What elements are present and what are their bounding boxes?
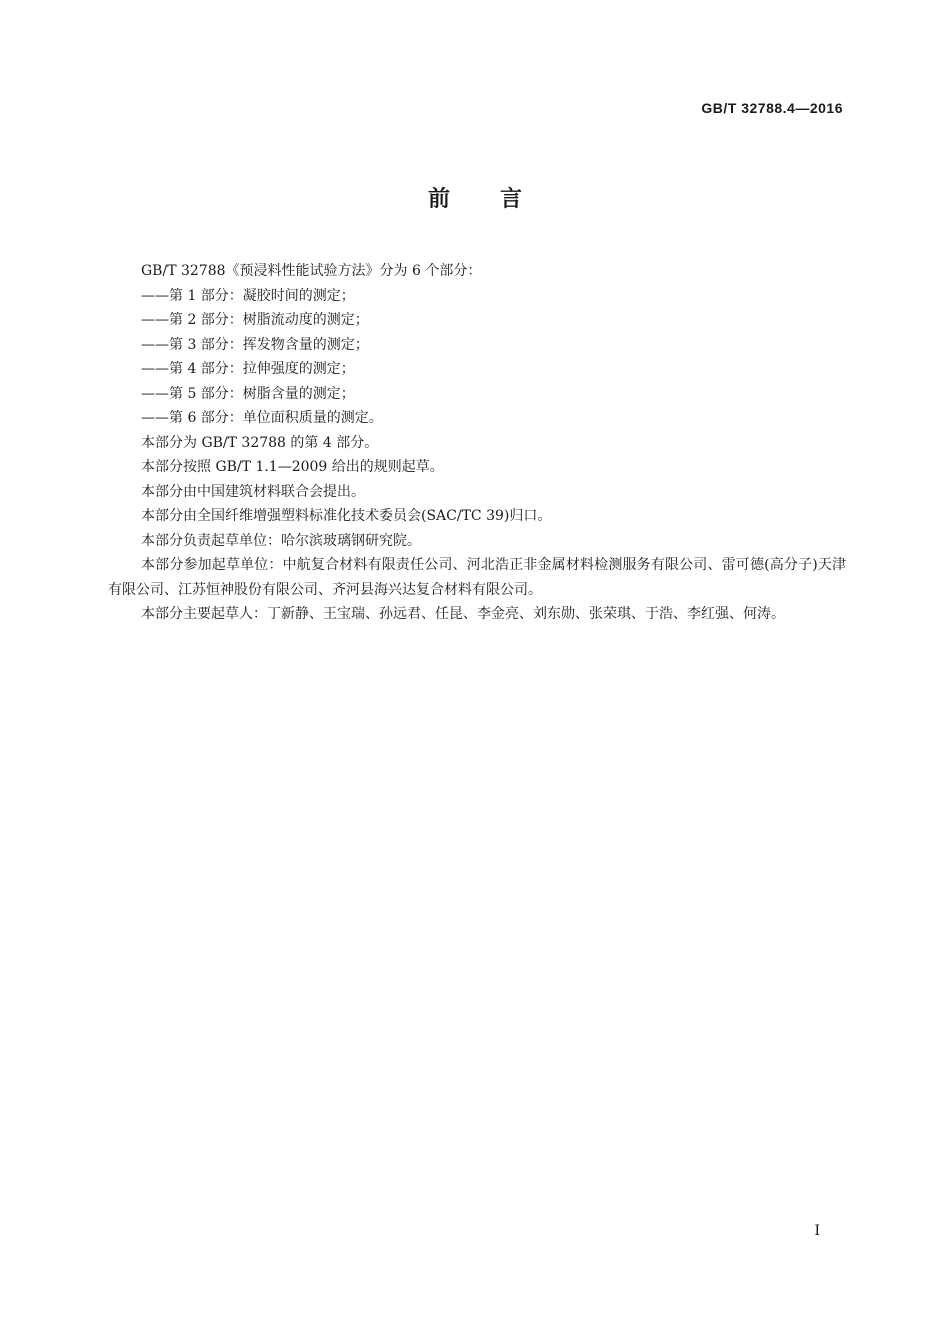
list-item: ——第 4 部分：拉伸强度的测定； [141,361,355,377]
title-char-2: 言 [500,187,523,212]
paragraph: 本部分负责起草单位：哈尔滨玻璃钢研究院。 [141,532,421,549]
page-number: I [814,1223,820,1239]
paragraph: 本部分主要起草人：丁新静、王宝瑞、孙远君、任昆、李金亮、刘东勋、张荣琪、于浩、李红强、何涛。 [141,606,785,622]
list-item: ——第 6 部分：单位面积质量的测定。 [141,410,383,426]
page-title [0,182,950,213]
list-item: ——第 5 部分：树脂含量的测定； [141,385,355,402]
list-item: ——第 2 部分：树脂流动度的测定； [141,312,369,328]
paragraph: 本部分由中国建筑材料联合会提出。 [141,483,365,500]
list-item: ——第 1 部分：凝胶时间的测定； [141,287,355,304]
paragraph: 本部分参加起草单位：中航复合材料有限责任公司、河北浩正非金属材料检测服务有限公司、雷可德(高分子)天津有限公司、江苏恒神股份有限公司、齐河县海兴达复合材料有限公司。 [108,557,846,598]
list-item: ——第 3 部分：挥发物含量的测定； [141,336,369,353]
title-char-1: 前 [427,187,450,212]
intro-paragraph: GB/T 32788《预浸料性能试验方法》分为 6 个部分： [141,263,482,279]
standard-number: GB/T 32788.4—2016 [701,100,843,116]
foreword-body [108,259,846,627]
paragraph: 本部分按照 GB/T 1.1—2009 给出的规则起草。 [141,459,444,475]
paragraph: 本部分为 GB/T 32788 的第 4 部分。 [141,434,379,451]
paragraph: 本部分由全国纤维增强塑料标准化技术委员会(SAC/TC 39)归口。 [141,508,552,524]
